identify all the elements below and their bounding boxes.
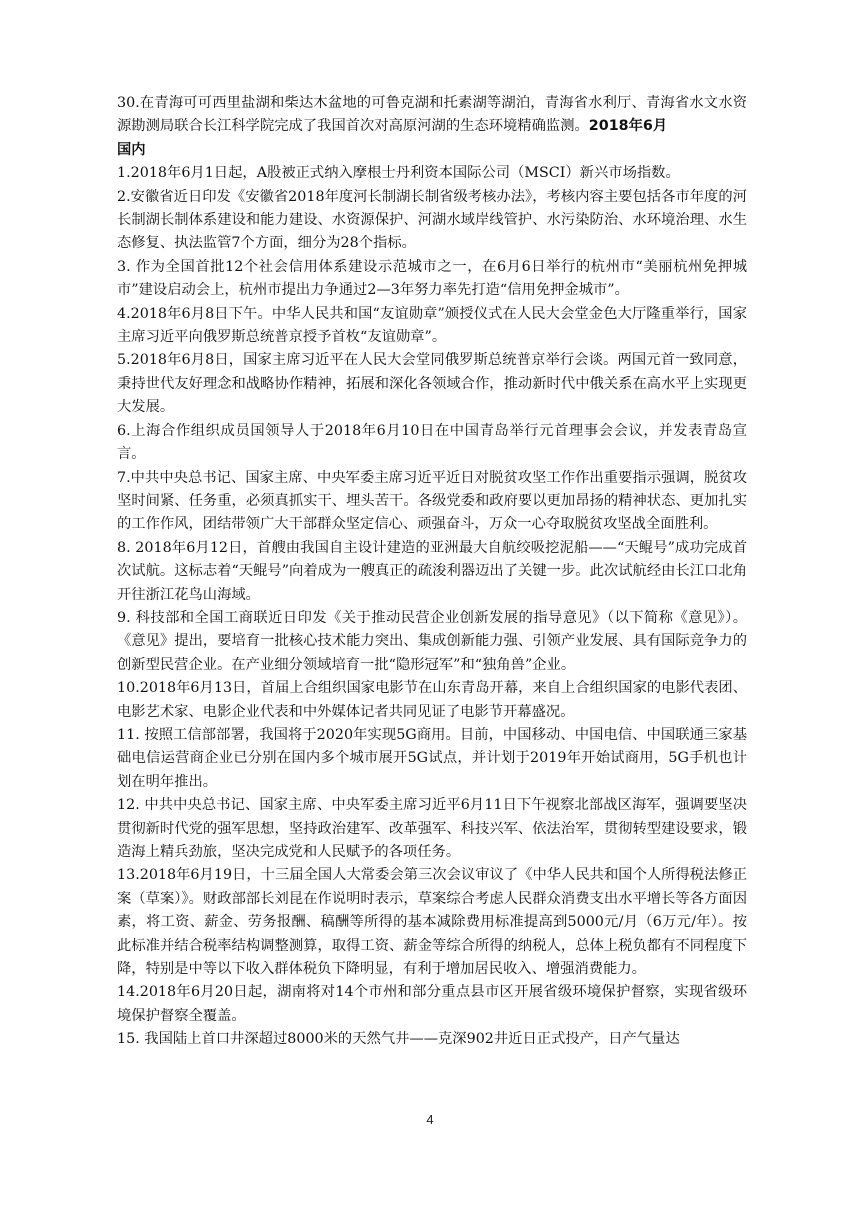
document-body [117, 92, 747, 1052]
list-item: 9. 科技部和全国工商联近日印发《关于推动民营企业创新发展的指导意见》（以下简称《意见》）。《意见》提出，要培育一批核心技术能力突出、集成创新能力强、引领产业发展、具有国际竞争力的创新型民营企业。在产业细分领域培育一批“隐形冠军”和“独角兽”企业。 [117, 609, 747, 673]
list-item: 2.安徽省近日印发《安徽省2018年度河长制湖长制省级考核办法》，考核内容主要包括各市年度的河长制湖长制体系建设和能力建设、水资源保护、河湖水域岸线管护、水污染防治、水环境治理、水生态修复、执法监管7个方面，细分为28个指标。 [117, 188, 747, 252]
list-item: 11. 按照工信部部署，我国将于2020年实现5G商用。目前，中国移动、中国电信、中国联通三家基础电信运营商企业已分别在国内多个城市展开5G试点，并计划于2019年开始试商用，5G手机也计划在明年推出。 [117, 726, 747, 790]
list-item: 12. 中共中央总书记、国家主席、中央军委主席习近平6月11日下午视察北部战区海军，强调要坚决贯彻新时代党的强军思想，坚持政治建军、改革强军、科技兴军、依法治军，贯彻转型建设要求，锻造海上精兵劲旅，坚决完成党和人民赋予的各项任务。 [117, 797, 747, 860]
list-item: 1.2018年6月1日起，A股被正式纳入摩根士丹利资本国际公司（MSCI）新兴市场指数。 [117, 165, 680, 182]
list-item: 14.2018年6月20日起，湖南将对14个市州和部分重点县市区开展省级环境保护督察，实现省级环境保护督察全覆盖。 [117, 984, 747, 1024]
list-item: 5.2018年6月8日，国家主席习近平在人民大会堂同俄罗斯总统普京举行会谈。两国元首一致同意，秉持世代友好理念和战略协作精神，拓展和深化各领域合作，推动新时代中俄关系在高水平上实现更大发展。 [117, 352, 747, 416]
month-heading: 2018年6月 [588, 118, 668, 135]
page-number: 4 [426, 1112, 434, 1127]
list-item: 7.中共中央总书记、国家主席、中央军委主席习近平近日对脱贫攻坚工作作出重要指示强调，脱贫攻坚时间紧、任务重，必须真抓实干、埋头苦干。各级党委和政府要以更加昂扬的精神状态、更加扎实的工作作风，团结带领广大干部群众坚定信心、顽强奋斗，万众一心夺取脱贫攻坚战全面胜利。 [117, 469, 747, 533]
section-heading: 国内 [117, 141, 146, 158]
list-item: 13.2018年6月19日，十三届全国人大常委会第三次会议审议了《中华人民共和国个人所得税法修正案（草案）》。财政部部长刘昆在作说明时表示，草案综合考虑人民群众消费支出水平增长等各方面因素，将工资、薪金、劳务报酬、稿酬等所得的基本减除费用标准提高到5000元/月（6万元/年）。按此标准并结合税率结构调整测算，取得工资、薪金等综合所得的纳税人，总体上税负都有不同程度下降，特别是中等以下收入群体税负下降明显，有利于增加居民收入、增强消费能力。 [117, 867, 747, 978]
list-item: 8. 2018年6月12日，首艘由我国自主设计建造的亚洲最大自航绞吸挖泥船——“天鲲号”成功完成首次试航。这标志着“天鲲号”向着成为一艘真正的疏浚利器迈出了关键一步。此次试航经由长江口北角开往浙江花鸟山海域。 [117, 539, 747, 603]
list-item: 15. 我国陆上首口井深超过8000米的天然气井——克深902井近日正式投产，日产气量达 [117, 1031, 680, 1048]
intro-paragraph: 30.在青海可可西里盐湖和柴达木盆地的可鲁克湖和托素湖等湖泊，青海省水利厅、青海省水文水资源勘测局联合长江科学院完成了我国首次对高原河湖的生态环境精确监测。2018年6月 [117, 95, 747, 135]
list-item: 3. 作为全国首批12个社会信用体系建设示范城市之一，在6月6日举行的杭州市“美丽杭州免押城市”建设启动会上，杭州市提出力争通过2—3年努力率先打造“信用免押金城市”。 [117, 258, 747, 299]
list-item: 10.2018年6月13日，首届上合组织国家电影节在山东青岛开幕，来自上合组织国家的电影代表团、电影艺术家、电影企业代表和中外媒体记者共同见证了电影节开幕盛况。 [117, 680, 747, 720]
list-item: 4.2018年6月8日下午。中华人民共和国“友谊勋章”颁授仪式在人民大会堂金色大厅隆重举行，国家主席习近平向俄罗斯总统普京授予首枚“友谊勋章”。 [117, 305, 747, 346]
list-item: 6.上海合作组织成员国领导人于2018年6月10日在中国青岛举行元首理事会会议，并发表青岛宣言。 [117, 422, 747, 463]
